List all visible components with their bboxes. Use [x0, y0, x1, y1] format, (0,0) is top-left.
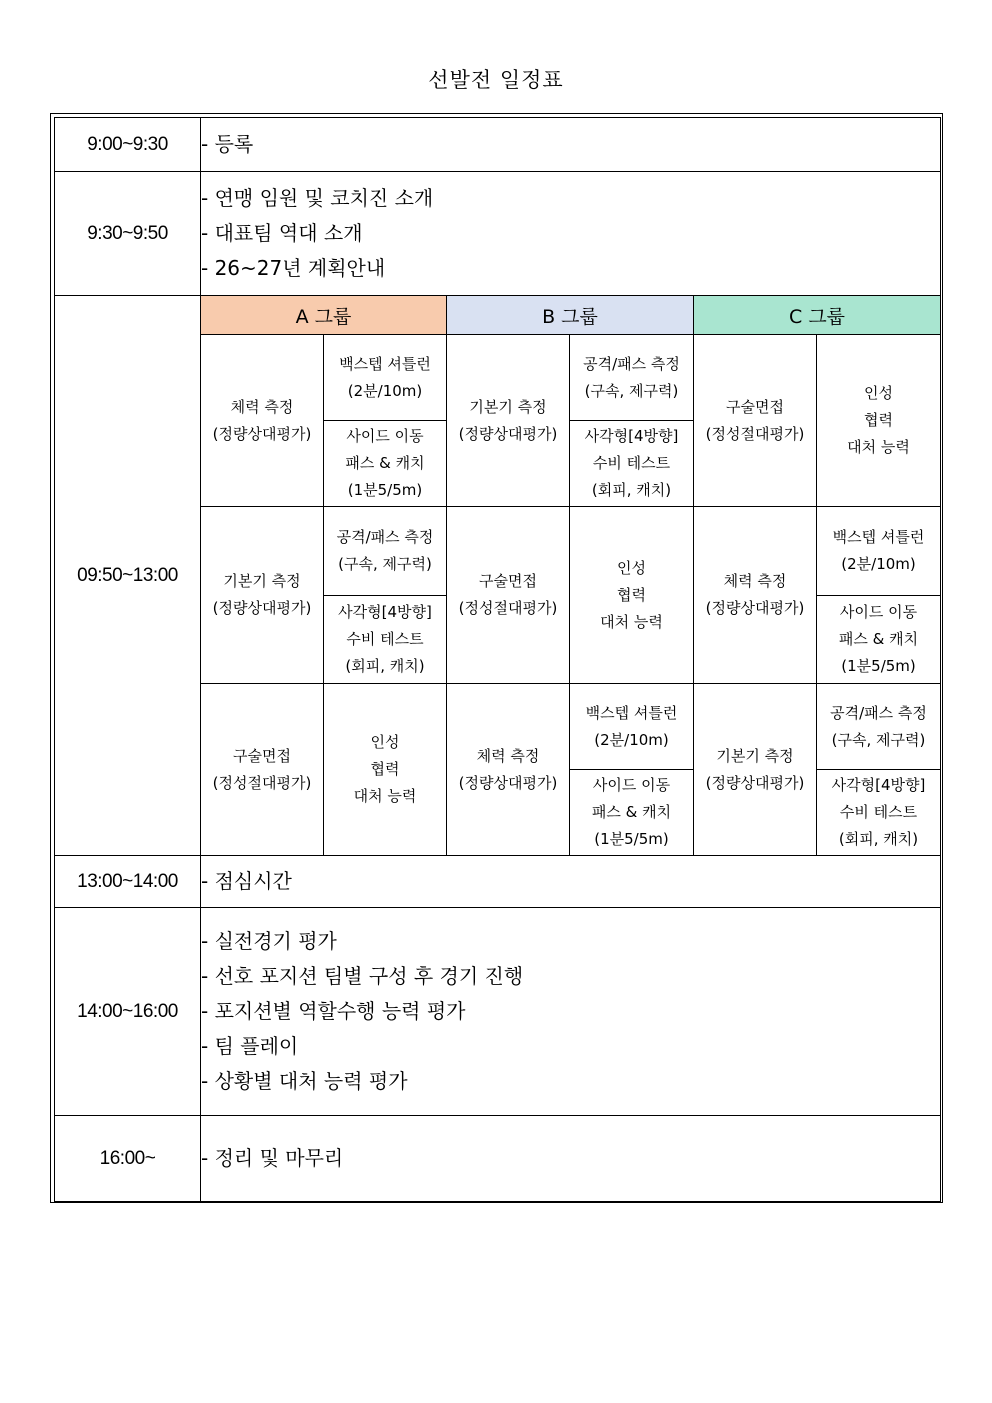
- activity-cell: [447, 684, 570, 856]
- activity-line: 사각형[4방향]: [831, 776, 926, 794]
- description-line: - 정리 및 마무리: [201, 1146, 344, 1170]
- activity-line: 체력 측정: [476, 746, 540, 765]
- activity-line: 체력 측정: [723, 572, 787, 590]
- activity-line: 수비 테스트: [839, 803, 918, 821]
- activity-cell: [447, 335, 570, 507]
- activity-line: 공격/패스 측정: [336, 528, 434, 546]
- page-title: 선발전 일정표: [428, 68, 564, 92]
- activity-cell: [324, 684, 447, 856]
- activity-line: 인성: [617, 558, 646, 577]
- time-cell: 9:00~9:30: [55, 118, 201, 172]
- activity-line: (정량상대평가): [458, 773, 558, 792]
- group-b-header: B 그룹: [447, 296, 694, 335]
- activity-line: (구속, 제구력): [338, 555, 432, 573]
- table-row: [55, 172, 941, 296]
- activity-line: 인성: [370, 733, 400, 751]
- activity-line: 구술면접: [726, 397, 784, 416]
- description-cell: [201, 856, 941, 908]
- activity-line: (2분/10m): [594, 730, 669, 749]
- activity-line: 대처 능력: [600, 612, 663, 631]
- activity-line: 대처 능력: [847, 438, 910, 456]
- activity-line: (회피, 캐치): [838, 830, 919, 848]
- description-cell: [201, 172, 941, 296]
- activity-line: 협력: [370, 760, 400, 778]
- table-row: [55, 908, 941, 1116]
- time-cell: 14:00~16:00: [55, 908, 201, 1116]
- activity-line: 사이드 이동: [346, 427, 424, 445]
- description-line: - 점심시간: [201, 869, 292, 893]
- activity-line: (정성절대평가): [212, 773, 312, 792]
- description-line: - 26~27년 계획안내: [201, 256, 386, 280]
- activity-line: (회피, 캐치): [345, 657, 425, 675]
- description-cell: [201, 118, 941, 172]
- activity-line: 백스텝 셔틀런: [832, 528, 925, 546]
- activity-line: (1분5/5m): [594, 830, 669, 848]
- activity-cell: [324, 596, 447, 684]
- activity-line: 백스텝 셔틀런: [585, 703, 678, 722]
- time-cell: 13:00~14:00: [55, 856, 201, 908]
- activity-cell: [817, 507, 941, 596]
- activity-cell: [201, 507, 324, 684]
- group-header-row: [55, 296, 941, 335]
- activity-line: 기본기 측정: [716, 746, 794, 765]
- activity-cell: [570, 684, 694, 770]
- activity-line: (정량상대평가): [705, 773, 805, 792]
- group-c-header: C 그룹: [694, 296, 941, 335]
- activity-line: (구속, 제구력): [831, 730, 926, 749]
- activity-line: 수비 테스트: [346, 630, 424, 648]
- activity-line: (1분5/5m): [347, 481, 423, 499]
- activity-cell: [201, 684, 324, 856]
- activity-line: 협력: [864, 411, 894, 429]
- activity-line: 구술면접: [479, 572, 537, 590]
- group-a-header: A 그룹: [201, 296, 447, 335]
- table-row: [55, 118, 941, 172]
- activity-cell: [694, 684, 817, 856]
- activity-line: (구속, 제구력): [584, 381, 679, 400]
- description-line: - 선호 포지션 팀별 구성 후 경기 진행: [201, 964, 524, 988]
- activity-cell: [447, 507, 570, 684]
- activity-line: (1분5/5m): [841, 657, 916, 675]
- description-line: - 실전경기 평가: [201, 929, 337, 953]
- table-row: [55, 1116, 941, 1202]
- activity-line: (정량상대평가): [705, 599, 805, 617]
- activity-line: 체력 측정: [230, 397, 294, 416]
- activity-line: 공격/패스 측정: [583, 354, 680, 373]
- activity-line: 사각형[4방향]: [584, 427, 679, 445]
- description-line: - 연맹 임원 및 코치진 소개: [201, 186, 434, 210]
- schedule-table: [54, 117, 941, 1202]
- activity-cell: [817, 770, 941, 856]
- activity-line: 기본기 측정: [469, 397, 547, 416]
- activity-cell: [570, 421, 694, 507]
- activity-line: 구술면접: [233, 746, 291, 765]
- activity-cell: [570, 770, 694, 856]
- activity-line: (회피, 캐치): [591, 481, 672, 499]
- activity-line: 패스 & 캐치: [591, 803, 672, 821]
- activity-cell: [817, 335, 941, 507]
- description-line: - 대표팀 역대 소개: [201, 221, 363, 245]
- activity-line: 사이드 이동: [839, 603, 918, 621]
- description-cell: [201, 908, 941, 1116]
- activity-cell: [324, 335, 447, 421]
- activity-cell: [201, 335, 324, 507]
- description-line: - 팀 플레이: [201, 1034, 299, 1058]
- activity-cell: [570, 335, 694, 421]
- activity-line: 패스 & 캐치: [838, 630, 919, 648]
- activity-line: 백스텝 셔틀런: [339, 354, 431, 373]
- activity-cell: [694, 335, 817, 507]
- activity-line: (정량상대평가): [212, 424, 312, 443]
- time-cell: 09:50~13:00: [55, 296, 201, 856]
- activity-line: 인성: [864, 384, 894, 402]
- activity-line: (정량상대평가): [458, 424, 558, 443]
- activity-line: 대처 능력: [353, 787, 417, 805]
- activity-cell: [324, 421, 447, 507]
- activity-line: (정량상대평가): [212, 599, 312, 617]
- time-cell: 9:30~9:50: [55, 172, 201, 296]
- activity-cell: [817, 684, 941, 770]
- activity-cell: [324, 507, 447, 596]
- activity-cell: [817, 596, 941, 684]
- activity-line: 협력: [617, 585, 646, 604]
- description-line: - 등록: [201, 132, 254, 156]
- table-row: [55, 856, 941, 908]
- time-cell: 16:00~: [55, 1116, 201, 1202]
- activity-line: (2분/10m): [841, 555, 916, 573]
- activity-line: (2분/10m): [347, 381, 423, 400]
- activity-line: 패스 & 캐치: [345, 454, 425, 472]
- description-line: - 포지션별 역할수행 능력 평가: [201, 999, 466, 1023]
- activity-cell: [694, 507, 817, 684]
- activity-cell: [570, 507, 694, 684]
- activity-line: 수비 테스트: [592, 454, 671, 472]
- activity-line: 사이드 이동: [592, 776, 671, 794]
- activity-line: (정성절대평가): [705, 424, 805, 443]
- description-cell: [201, 1116, 941, 1202]
- description-line: - 상황별 대처 능력 평가: [201, 1069, 408, 1093]
- activity-line: 공격/패스 측정: [830, 703, 927, 722]
- activity-line: 사각형[4방향]: [338, 603, 432, 621]
- activity-line: (정성절대평가): [458, 599, 558, 617]
- activity-line: 기본기 측정: [223, 572, 301, 590]
